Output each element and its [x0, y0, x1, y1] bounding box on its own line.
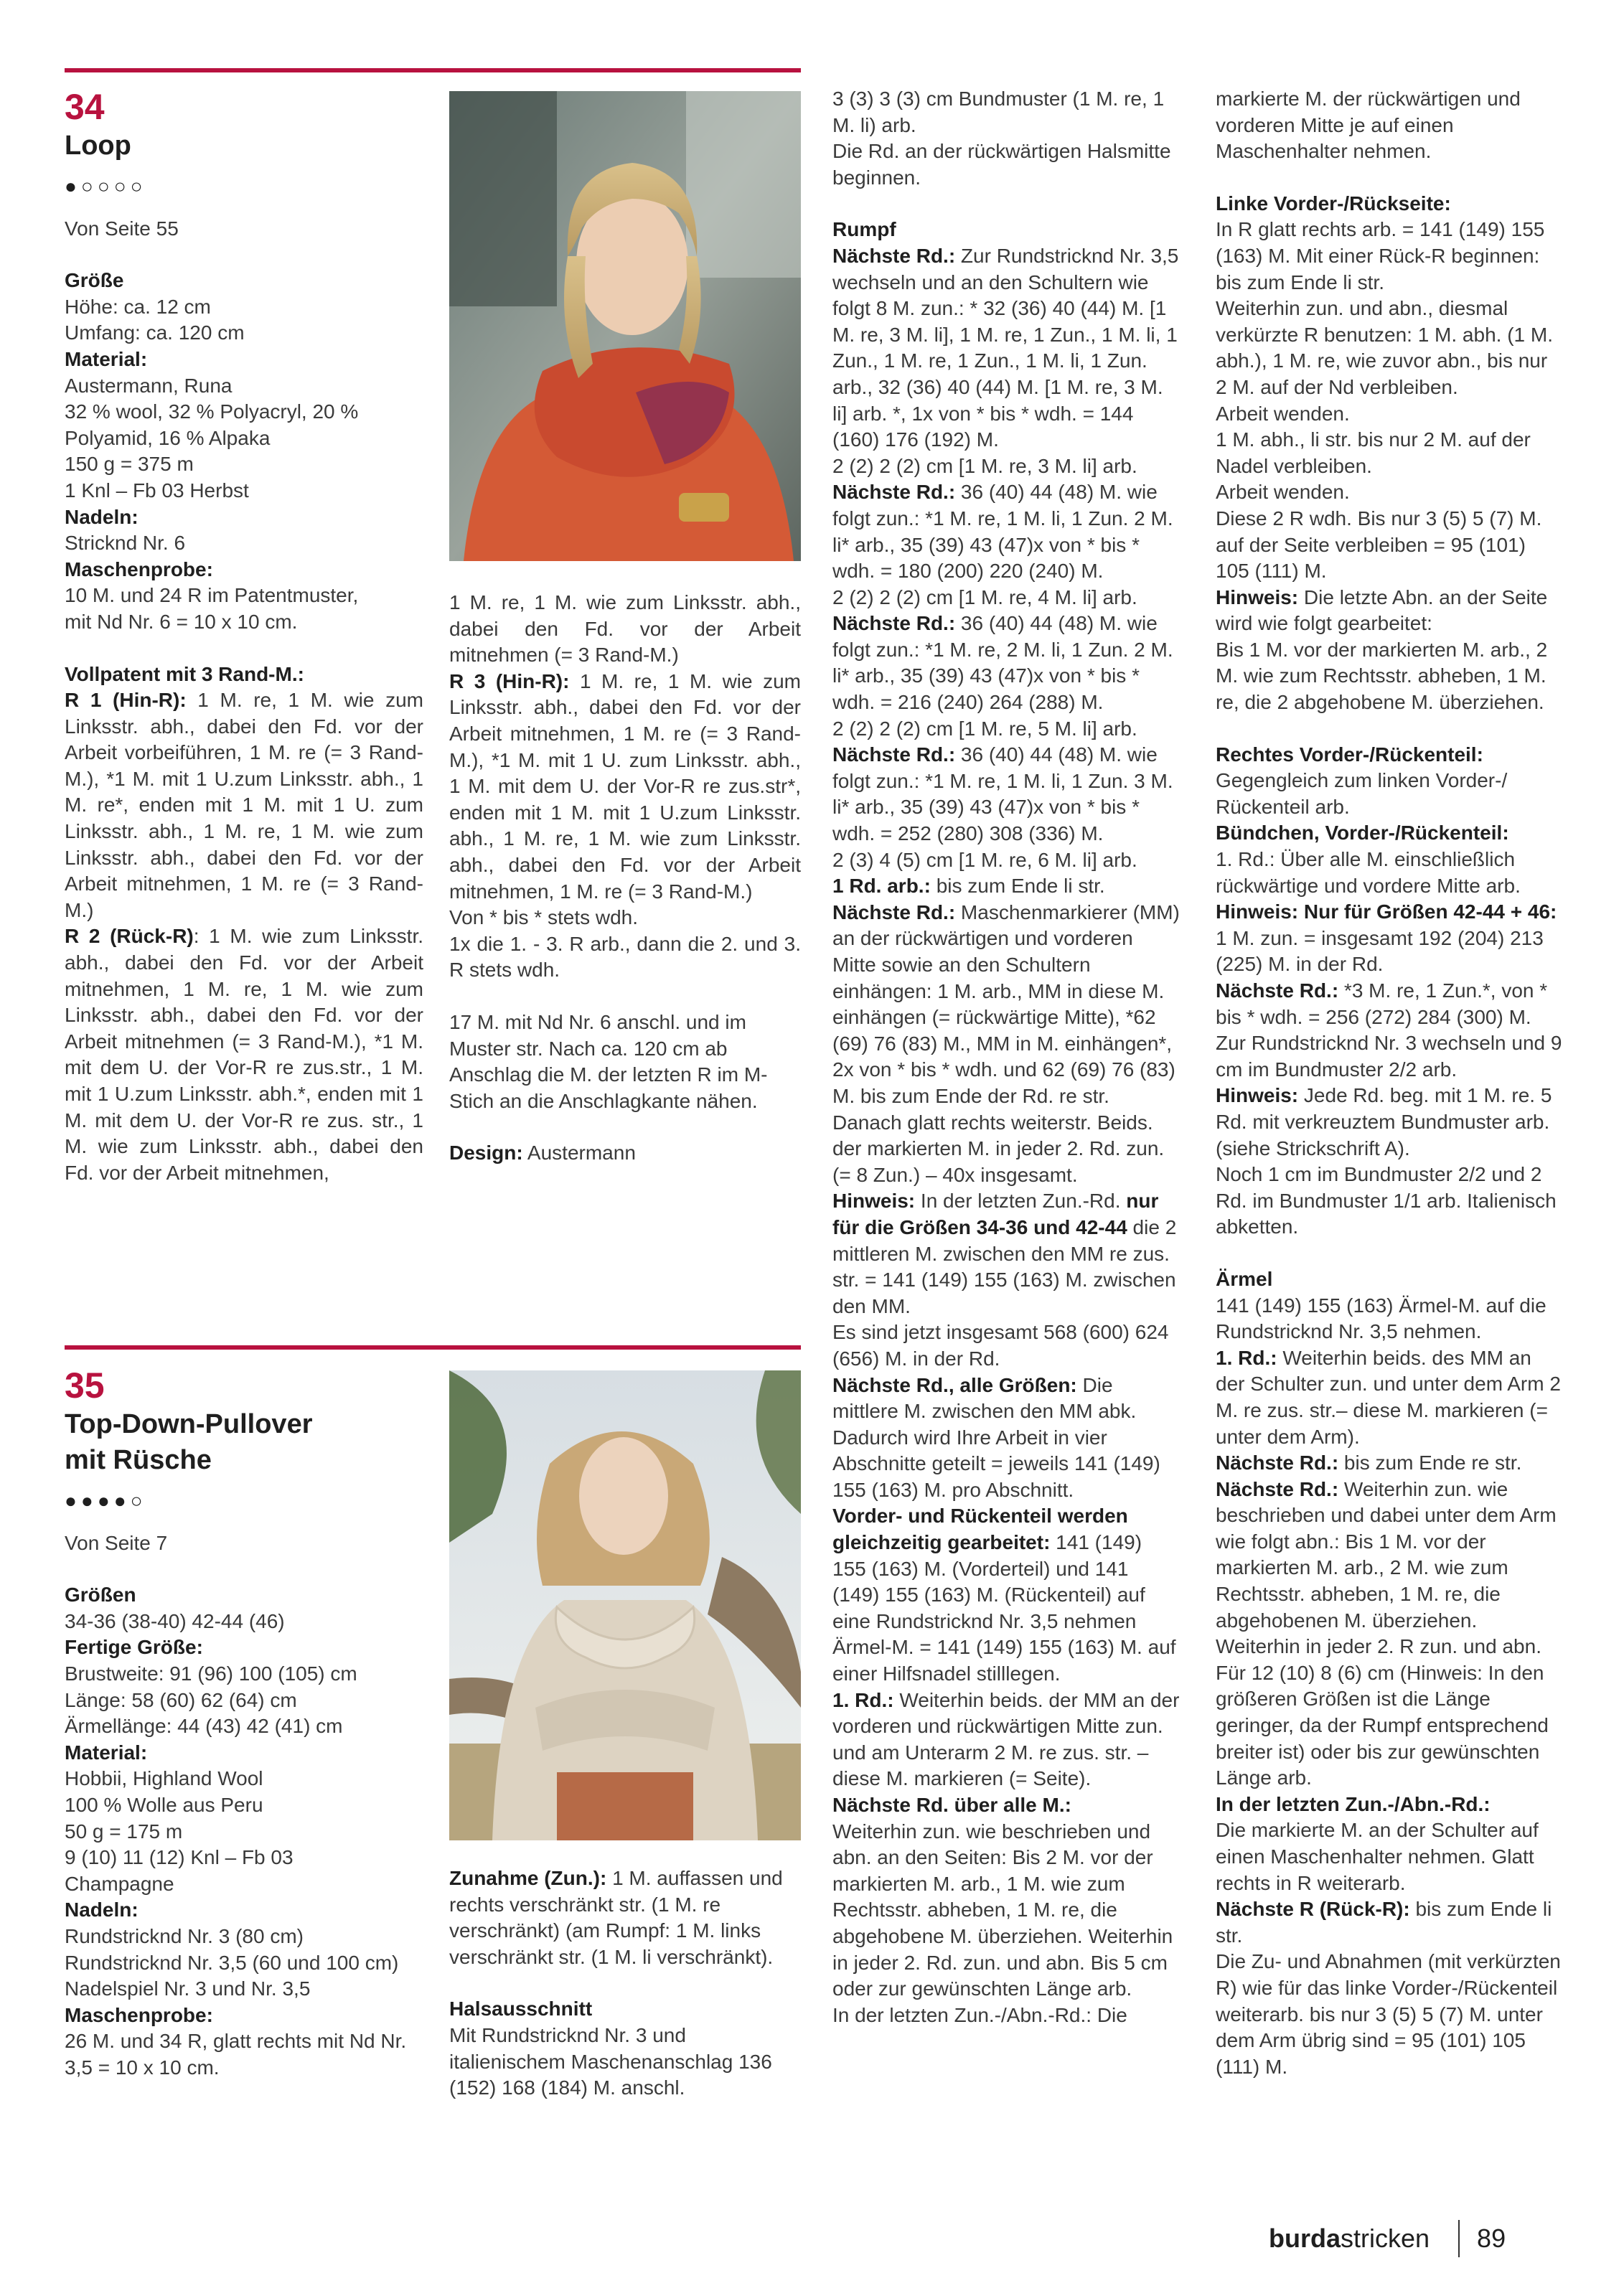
instruction-label: Nadeln: [65, 1899, 139, 1921]
instruction-line [1216, 768, 1564, 820]
instruction-text: Polyamid, 16 % Alpaka [65, 426, 271, 449]
instruction-label: Nächste Rd.: [1216, 979, 1339, 1002]
instruction-text: 2 (2) 2 (2) cm [1 M. re, 5 M. li] arb. [832, 717, 1137, 740]
instruction-text: Austermann, Runa [65, 374, 233, 397]
page-reference-34: Von Seite 55 [65, 217, 179, 240]
instruction-text: Noch 1 cm im Bundmuster 2/2 und 2 Rd. im Bundmuster 1/1 arb. Italienisch abketten. [1216, 1163, 1557, 1238]
instruction-label: Größen [65, 1584, 136, 1606]
instruction-line [449, 2023, 801, 2102]
photo-pullover-image [449, 1370, 801, 1840]
instruction-line [1216, 1450, 1564, 1477]
instructions-column-3 [832, 86, 1181, 2028]
page-reference-35: Von Seite 7 [65, 1531, 168, 1554]
instruction-label: Material: [65, 1741, 148, 1764]
instruction-text: 9 (10) 11 (12) Knl – Fb 03 [65, 1846, 294, 1869]
instruction-line [65, 451, 423, 478]
instruction-line [1216, 479, 1564, 506]
instruction-label: Nächste Rd.: [1216, 1477, 1339, 1500]
instruction-line [1216, 637, 1564, 716]
instruction-line [1216, 1634, 1564, 1792]
instruction-line [65, 923, 423, 1186]
instruction-text: In der letzten Zun.-Rd. [915, 1190, 1127, 1213]
instruction-line [832, 900, 1181, 1110]
instruction-line [1216, 1896, 1564, 1949]
instruction-text: 10 M. und 24 R im Patentmuster, [65, 584, 359, 607]
instruction-text: Arbeit wenden. [1216, 402, 1350, 425]
instruction-line [65, 399, 423, 425]
instruction-line [449, 1996, 801, 2023]
paragraph-gap [65, 636, 423, 662]
instruction-line [65, 347, 423, 373]
instruction-line [65, 1924, 423, 1950]
instruction-line [65, 504, 423, 531]
instruction-line [449, 1866, 801, 1970]
instruction-line [1216, 506, 1564, 585]
instruction-line [65, 478, 423, 504]
instruction-text: Die letzte Abn. an der Seite wird wie folgt gearbeitet: [1216, 585, 1548, 635]
instruction-text: Rundstricknd Nr. 3,5 (60 und 100 cm) [65, 1951, 399, 1974]
instruction-label: Hinweis: Nur für Größen 42-44 + 46: [1216, 900, 1557, 923]
photo-loop-image [449, 91, 801, 561]
instruction-line [832, 716, 1181, 743]
instruction-line [65, 2028, 423, 2081]
instruction-text: Jede Rd. beg. mit 1 M. re. 5 Rd. mit verkreuztem Bundmuster arb. (siehe Strickschrift A). [1216, 1084, 1552, 1159]
instruction-text: 34-36 (38-40) 42-44 (46) [65, 1609, 285, 1632]
pattern-title-35-line1: Top-Down-Pullover [65, 1409, 313, 1439]
photo-pullover [449, 1370, 801, 1840]
paragraph-gap [449, 1114, 801, 1140]
instruction-line [65, 1897, 423, 1924]
instruction-line [832, 1688, 1181, 1792]
instruction-text: 1 M. auffassen und rechts verschränkt str. (1 M. re verschränkt) (am Rumpf: 1 M. links verschränkt str. (1 M. li verschränkt). [449, 1867, 783, 1968]
pattern-title-34: Loop [65, 131, 131, 161]
instruction-line [832, 86, 1181, 138]
instruction-label: Nächste Rd.: [832, 481, 956, 504]
page-number: 89 [1477, 2224, 1506, 2253]
instruction-text: Weiterhin zun. und abn., diesmal verkürzte R benutzen: 1 M. abh. (1 M. abh.), 1 M. re, wie zuvor abn., bis nur 2 M. auf der Nd verbleiben. [1216, 297, 1553, 398]
instruction-label: Zunahme (Zun.): [449, 1867, 607, 1889]
section-34-rule [65, 68, 801, 72]
instruction-text: Mit Rundstricknd Nr. 3 und italienischem Maschenanschlag 136 (152) 168 (184) M. anschl. [449, 2023, 772, 2099]
instruction-label: R 2 (Rück-R) [65, 925, 194, 948]
paragraph-gap [449, 1970, 801, 1996]
instruction-label: Halsausschnitt [449, 1998, 593, 2020]
instruction-text: Weiterhin zun. wie beschrieben und dabei unter dem Arm wie folgt abn.: Bis 1 M. vor der markierten M. arb., 2 M. wie zum Rechtsstr. abheben, 1 M. re, die abgehobenen M. überziehen. [1216, 1477, 1557, 1632]
instruction-text: 141 (149) 155 (163) Ärmel-M. auf die Rundstricknd Nr. 3,5 nehmen. [1216, 1294, 1546, 1343]
instruction-text: 1 M. re, 1 M. wie zum Linksstr. abh., dabei den Fd. vor der Arbeit mitnehmen, 1 M. re (= 3 Rand-M.), *1 M. mit 1 U. zum Linksstr. abh., 1 M. mit dem U. der Vor-R re zus.str*, enden mit 1 M. mit 1 U.zum Linksstr. abh., 1 M. re, 1 M. wie zum Linksstr. abh., dabei den Fd. vor der Arbeit mitnehmen, 1 M. re (= 3 Rand-M.) [449, 669, 801, 903]
instruction-text: In der letzten Zun.-/Abn.-Rd.: Die [832, 2003, 1127, 2026]
instruction-line [1216, 742, 1564, 768]
instruction-label: Linke Vorder-/Rückseite: [1216, 192, 1451, 215]
instruction-line [832, 611, 1181, 715]
instruction-label: R 3 (Hin-R): [449, 669, 570, 692]
instruction-text: Arbeit wenden. [1216, 481, 1350, 504]
instruction-line [1216, 899, 1564, 978]
instruction-text: 1 M. abh., li str. bis nur 2 M. auf der Nadel verbleiben. [1216, 428, 1531, 477]
instruction-line [1216, 1162, 1564, 1241]
instruction-text: 2 (2) 2 (2) cm [1 M. re, 4 M. li] arb. [832, 585, 1137, 608]
instruction-line [1216, 1792, 1564, 1818]
page-footer [1269, 2217, 1506, 2260]
instruction-label: Nächste R (Rück-R): [1216, 1898, 1410, 1921]
instruction-text: 3 (3) 3 (3) cm Bundmuster (1 M. re, 1 M. li) arb. [832, 88, 1165, 136]
instruction-line [1216, 585, 1564, 637]
instruction-line [65, 609, 423, 636]
paragraph-gap [1216, 165, 1564, 191]
instruction-label: Rumpf [832, 218, 896, 241]
paragraph-gap [832, 191, 1181, 217]
instruction-text: Bis 1 M. vor der markierten M. arb., 2 M. wie zum Rechtsstr. abheben, 1 M. re, die 2 abgehobene M. überziehen. [1216, 638, 1548, 714]
instruction-text: 141 (149) 155 (163) M. (Vorderteil) und 141 (149) 155 (163) M. (Rückenteil) auf eine Rundstricknd Nr. 3,5 nehmen Ärmel-M. = 141 (149) 155 (163) M. auf einer Hilfsnadel stilllegen. [832, 1531, 1176, 1685]
instruction-line [1216, 296, 1564, 400]
photo-loop [449, 91, 801, 561]
instruction-line [1216, 1030, 1564, 1083]
instruction-text: bis zum Ende li str. [1216, 1898, 1552, 1947]
instruction-label: nur für die Größen 34-36 und 42-44 [832, 1190, 1159, 1238]
instruction-line [65, 1950, 423, 1977]
instruction-label: R 1 (Hin-R): [65, 689, 187, 712]
section-35-header [65, 1365, 423, 2081]
instruction-line [832, 1503, 1181, 1687]
instruction-line [1216, 1477, 1564, 1634]
instruction-line [65, 1845, 423, 1871]
instruction-text: In R glatt rechts arb. = 141 (149) 155 (163) M. Mit einer Rück-R beginnen: bis zum Ende li str. [1216, 218, 1545, 293]
instruction-line [832, 1819, 1181, 2003]
pattern-35-column-1 [65, 1582, 423, 2081]
instruction-text: Umfang: ca. 120 cm [65, 321, 245, 344]
instruction-line [449, 1010, 801, 1114]
instruction-label: 1. Rd.: [832, 1688, 894, 1711]
instruction-text: Die mittlere M. zwischen den MM abk. Dadurch wird Ihre Arbeit in vier Abschnitte geteilt = jeweils 141 (149) 155 (163) M. pro Abschnitt. [832, 1373, 1160, 1501]
instruction-text: markierte M. der rückwärtigen und vorderen Mitte je auf einen Maschenhalter nehmen. [1216, 88, 1521, 163]
instruction-label: Fertige Größe: [65, 1636, 203, 1659]
instruction-text: Diese 2 R wdh. Bis nur 3 (5) 5 (7) M. auf der Seite verbleiben = 95 (101) 105 (111) M. [1216, 507, 1542, 583]
instruction-text: Zur Rundstricknd Nr. 3 wechseln und 9 cm im Bundmuster 2/2 arb. [1216, 1032, 1562, 1081]
instruction-text: Champagne [65, 1872, 174, 1895]
instruction-line [65, 557, 423, 583]
instruction-text: Ärmellänge: 44 (43) 42 (41) cm [65, 1715, 343, 1738]
instruction-text: 2 (3) 4 (5) cm [1 M. re, 6 M. li] arb. [832, 848, 1137, 871]
instruction-text: Hobbii, Highland Wool [65, 1767, 263, 1790]
instruction-line [832, 1373, 1181, 1504]
instruction-line [1216, 1293, 1564, 1345]
instruction-line [1216, 86, 1564, 165]
instruction-line [65, 1713, 423, 1740]
instruction-line [1216, 1949, 1564, 2080]
instruction-line [832, 742, 1181, 847]
instruction-line [1216, 820, 1564, 847]
instruction-line [65, 1871, 423, 1898]
instruction-line [832, 873, 1181, 900]
instruction-line [832, 1110, 1181, 1189]
instruction-label: Hinweis: [1216, 585, 1299, 608]
instruction-text: Gegengleich zum linken Vorder-/ Rückenteil arb. [1216, 769, 1508, 818]
instruction-text: 36 (40) 44 (48) M. wie folgt zun.: *1 M. re, 2 M. li, 1 Zun. 2 M. li* arb., 35 (39) 43 (47)x von * bis * wdh. = 216 (240) 264 (288) M. [832, 612, 1173, 714]
instruction-line [65, 662, 423, 688]
instruction-label: Nächste Rd.: [832, 244, 956, 267]
instruction-text: Länge: 58 (60) 62 (64) cm [65, 1688, 297, 1711]
instruction-line [1216, 1083, 1564, 1162]
paragraph-gap [449, 984, 801, 1010]
instruction-text: 2 (2) 2 (2) cm [1 M. re, 3 M. li] arb. [832, 454, 1137, 477]
instruction-text: 1x die 1. - 3. R arb., dann die 2. und 3. R stets wdh. [449, 932, 801, 982]
pattern-35-column-2 [449, 1866, 801, 2102]
instruction-line [832, 479, 1181, 584]
instruction-label: 1. Rd.: [1216, 1346, 1277, 1369]
instruction-line [65, 320, 423, 347]
instruction-line [65, 1634, 423, 1661]
instruction-text: Weiterhin zun. wie beschrieben und abn. an den Seiten: Bis 2 M. vor der markierten M. arb., 1 M. wie zum Rechtsstr. abheben, 1 M. re, die abgehobene M. überziehen. Weiterhin in jeder 2. Rd. zun. und abn. Bis 5 cm oder zur gewünschten Länge arb. [832, 1820, 1173, 2000]
instruction-label: Nächste Rd.: [832, 612, 956, 635]
instruction-line [65, 1792, 423, 1819]
instruction-line [65, 1819, 423, 1845]
instruction-text: Von * bis * stets wdh. [449, 906, 639, 929]
instruction-label: Design: [449, 1142, 523, 1165]
instruction-text: 1 Knl – Fb 03 Herbst [65, 479, 249, 502]
instruction-text: Die Rd. an der rückwärtigen Halsmitte beginnen. [832, 140, 1171, 189]
instruction-line [449, 905, 801, 931]
instruction-label: Nächste Rd.: [1216, 1452, 1339, 1474]
instruction-line [1216, 847, 1564, 899]
instruction-line [832, 847, 1181, 874]
instruction-line [65, 1688, 423, 1714]
instruction-line [1216, 1817, 1564, 1896]
instruction-text: Höhe: ca. 12 cm [65, 295, 211, 318]
instruction-text: 36 (40) 44 (48) M. wie folgt zun.: *1 M. re, 1 M. li, 1 Zun. 3 M. li* arb., 35 (39) 43 (47)x von * bis * wdh. = 252 (280) 308 (336) M. [832, 743, 1173, 845]
pattern-34-column-2 [449, 590, 801, 1167]
section-35-rule [65, 1345, 801, 1350]
instruction-text: 1 M. re, 1 M. wie zum Linksstr. abh., dabei den Fd. vor der Arbeit vorbeiführen, 1 M. re (= 3 Rand-M.), *1 M. mit 1 U.zum Linksstr. abh., 1 M. re*, enden mit 1 M. mit 1 U. zum Linksstr. abh., 1 M. re, 1 M. wie zum Linksstr. abh., dabei den Fd. vor der Arbeit mitnehmen, 1 M. re (= 3 Rand-M.) [65, 689, 423, 921]
footer-divider [1458, 2220, 1460, 2257]
brand-rest: stricken [1341, 2224, 1430, 2253]
instruction-text: Danach glatt rechts weiterstr. Beids. der markierten M. in jeder 2. Rd. zun. (= 8 Zun.) – 40x insgesamt. [832, 1111, 1165, 1186]
instruction-line [832, 217, 1181, 243]
instruction-text: Rundstricknd Nr. 3 (80 cm) [65, 1924, 304, 1947]
instruction-text: 1 M. zun. = insgesamt 192 (204) 213 (225) M. in der Rd. [1216, 926, 1544, 976]
instruction-label: Maschenprobe: [65, 2003, 213, 2026]
instruction-line [65, 1740, 423, 1766]
instruction-label: Nächste Rd., alle Größen: [832, 1373, 1077, 1396]
instruction-line [65, 1976, 423, 2003]
instruction-label: Ärmel [1216, 1267, 1273, 1290]
instruction-line [832, 1319, 1181, 1372]
instruction-text: die 2 mittleren M. zwischen den MM re zus. str. = 141 (149) 155 (163) M. zwischen den MM. [832, 1215, 1177, 1317]
instruction-line [832, 453, 1181, 480]
instruction-text: Die markierte M. an der Schulter auf einen Maschenhalter nehmen. Glatt rechts in R weiterarb. [1216, 1819, 1539, 1894]
instruction-label: Vollpatent mit 3 Rand-M.: [65, 662, 304, 685]
instruction-line [65, 1609, 423, 1635]
magazine-brand [1269, 2224, 1430, 2254]
instruction-line [65, 373, 423, 400]
instruction-line [832, 1188, 1181, 1319]
instruction-text: 1 M. re, 1 M. wie zum Linksstr. abh., dabei den Fd. vor der Arbeit mitnehmen (= 3 Rand-M.) [449, 591, 801, 667]
instruction-text: 26 M. und 34 R, glatt rechts mit Nd Nr. 3,5 = 10 x 10 cm. [65, 2030, 407, 2079]
instruction-text: : 1 M. wie zum Linksstr. abh., dabei den Fd. vor der Arbeit mitnehmen, 1 M. re, 1 M. wie zum Linksstr. abh., dabei den Fd. vor der Arbeit mitnehmen (= 3 Rand-M.), *1 M. mit dem U. der Vor-R re zus.str., 1 M. mit 1 U.zum Linksstr. abh.*, enden mit 1 M. mit dem U. der Vor-R re zus. str., 1 M. wie zum Linksstr. abh., dabei den Fd. vor der Arbeit mitnehmen, [65, 925, 423, 1184]
instruction-label: Hinweis: [832, 1190, 916, 1213]
instruction-label: In der letzten Zun.-/Abn.-Rd.: [1216, 1792, 1491, 1815]
section-34-header [65, 86, 423, 1186]
pattern-34-column-1 [65, 268, 423, 1186]
instruction-text: 50 g = 175 m [65, 1820, 183, 1843]
instruction-text: Stricknd Nr. 6 [65, 532, 186, 555]
instruction-line [65, 2003, 423, 2029]
instruction-line [65, 530, 423, 557]
instruction-text: 100 % Wolle aus Peru [65, 1793, 263, 1816]
pattern-number-34: 34 [65, 87, 105, 127]
instruction-text: Austermann [522, 1142, 636, 1165]
instruction-line [832, 243, 1181, 453]
instruction-text: 32 % wool, 32 % Polyacryl, 20 % [65, 400, 359, 423]
instruction-line [1216, 1345, 1564, 1450]
instruction-label: Nächste Rd.: [832, 900, 956, 923]
instruction-line [832, 585, 1181, 611]
instruction-line [1216, 978, 1564, 1030]
instruction-label: 1 Rd. arb.: [832, 875, 931, 898]
brand-bold: burda [1269, 2224, 1341, 2253]
difficulty-rating-35: ●●●●○ [65, 1490, 147, 1512]
instruction-text: Es sind jetzt insgesamt 568 (600) 624 (656) M. in der Rd. [832, 1321, 1169, 1370]
instruction-text: Zur Rundstricknd Nr. 3,5 wechseln und an den Schultern wie folgt 8 M. zun.: * 32 (36) 40 (44) M. [1 M. re, 3 M. li], 1 M. re, 1 Zun., 1 M. li, 1 Zun., 1 M. re, 1 Zun., 1 M. li, 1 Zun. arb., 32 (36) 40 (44) M. [1 M. re, 3 M. li] arb. *, 1x von * bis * wdh. = 144 (160) 176 (192) M. [832, 244, 1179, 451]
pattern-number-35: 35 [65, 1365, 105, 1406]
instruction-text: Maschenmarkierer (MM) an der rückwärtigen und vorderen Mitte sowie an den Schultern einhängen: 1 M. arb., MM in diese M. einhängen (= rückwärtige Mitte), *62 (69) 76 (83) M., MM in M. einhängen*, 2x von * bis * wdh. und 62 (69) 76 (83) M. bis zum Ende der Rd. re str. [832, 900, 1180, 1107]
instruction-label: Nächste Rd.: [832, 743, 956, 766]
instruction-label: Nächste Rd. über alle M.: [832, 1794, 1071, 1816]
instruction-line [65, 687, 423, 923]
instruction-line [65, 1582, 423, 1609]
instruction-text: Weiterhin beids. des MM an der Schulter zun. und unter dem Arm 2 M. re zus. str.– diese M. markieren (= unter dem Arm). [1216, 1346, 1561, 1448]
instruction-line [65, 1766, 423, 1792]
instruction-line [449, 590, 801, 669]
instruction-line [1216, 401, 1564, 428]
instruction-line [449, 669, 801, 905]
instruction-text: bis zum Ende li str. [930, 875, 1105, 898]
instruction-text: 150 g = 375 m [65, 453, 194, 476]
instruction-line [65, 1661, 423, 1688]
instruction-line [832, 1792, 1181, 1819]
instruction-line [1216, 191, 1564, 217]
instruction-label: Nadeln: [65, 505, 139, 528]
instruction-line [65, 425, 423, 452]
instruction-line [832, 2003, 1181, 2029]
instruction-text: Nadelspiel Nr. 3 und Nr. 3,5 [65, 1977, 311, 2000]
instruction-text: mit Nd Nr. 6 = 10 x 10 cm. [65, 610, 298, 633]
instruction-label: Bündchen, Vorder-/Rückenteil: [1216, 822, 1509, 844]
instruction-text: 36 (40) 44 (48) M. wie folgt zun.: *1 M. re, 1 M. li, 1 Zun. 2 M. li* arb., 35 (39) 43 (47)x von * bis * wdh. = 180 (200) 220 (240) M. [832, 481, 1173, 583]
instruction-label: Hinweis: [1216, 1084, 1299, 1107]
instruction-line [449, 1140, 801, 1167]
instruction-label: Material: [65, 347, 148, 370]
instruction-line [65, 294, 423, 321]
instruction-line [1216, 1266, 1564, 1293]
instruction-label: Rechtes Vorder-/Rückenteil: [1216, 743, 1483, 766]
instruction-line [449, 931, 801, 984]
instruction-label: Maschenprobe: [65, 557, 213, 580]
instruction-text: bis zum Ende re str. [1338, 1452, 1522, 1474]
instruction-line [832, 138, 1181, 191]
instruction-text: Weiterhin beids. der MM an der vorderen und rückwärtigen Mitte zun. und am Unterarm 2 M. re zus. str. – diese M. markieren (= Seite). [832, 1688, 1180, 1790]
instruction-text: 1. Rd.: Über alle M. einschließlich rückwärtige und vordere Mitte arb. [1216, 848, 1521, 897]
instruction-text: 17 M. mit Nd Nr. 6 anschl. und im Muster str. Nach ca. 120 cm ab Anschlag die M. der letzten R im M-Stich an die Anschlagkante nähen. [449, 1010, 768, 1112]
paragraph-gap [1216, 716, 1564, 742]
difficulty-rating-34: ●○○○○ [65, 175, 147, 197]
instruction-text: Brustweite: 91 (96) 100 (105) cm [65, 1662, 357, 1685]
instruction-text: Die Zu- und Abnahmen (mit verkürzten R) wie für das linke Vorder-/Rückenteil weiterarb. bis nur 3 (5) 5 (7) M. unter dem Arm übrig sind = 95 (101) 105 (111) M. [1216, 1950, 1561, 2078]
pattern-title-35-line2: mit Rüsche [65, 1445, 212, 1475]
instruction-text: Weiterhin in jeder 2. R zun. und abn. Für 12 (10) 8 (6) cm (Hinweis: In den größeren Größen ist die Länge geringer, da der Rumpf entsprechend breiter ist) oder bis zur gewünschten Länge arb. [1216, 1635, 1549, 1789]
instruction-line [65, 268, 423, 294]
instruction-text: *3 M. re, 1 Zun.*, von * bis * wdh. = 256 (272) 284 (300) M. [1216, 979, 1548, 1028]
paragraph-gap [1216, 1241, 1564, 1266]
instructions-column-4 [1216, 86, 1564, 2080]
instruction-label: Größe [65, 269, 124, 292]
instruction-line [1216, 427, 1564, 479]
instruction-line [1216, 217, 1564, 296]
instruction-line [65, 583, 423, 609]
instruction-label: Vorder- und Rückenteil werden gleichzeitig gearbeitet: [832, 1505, 1128, 1554]
